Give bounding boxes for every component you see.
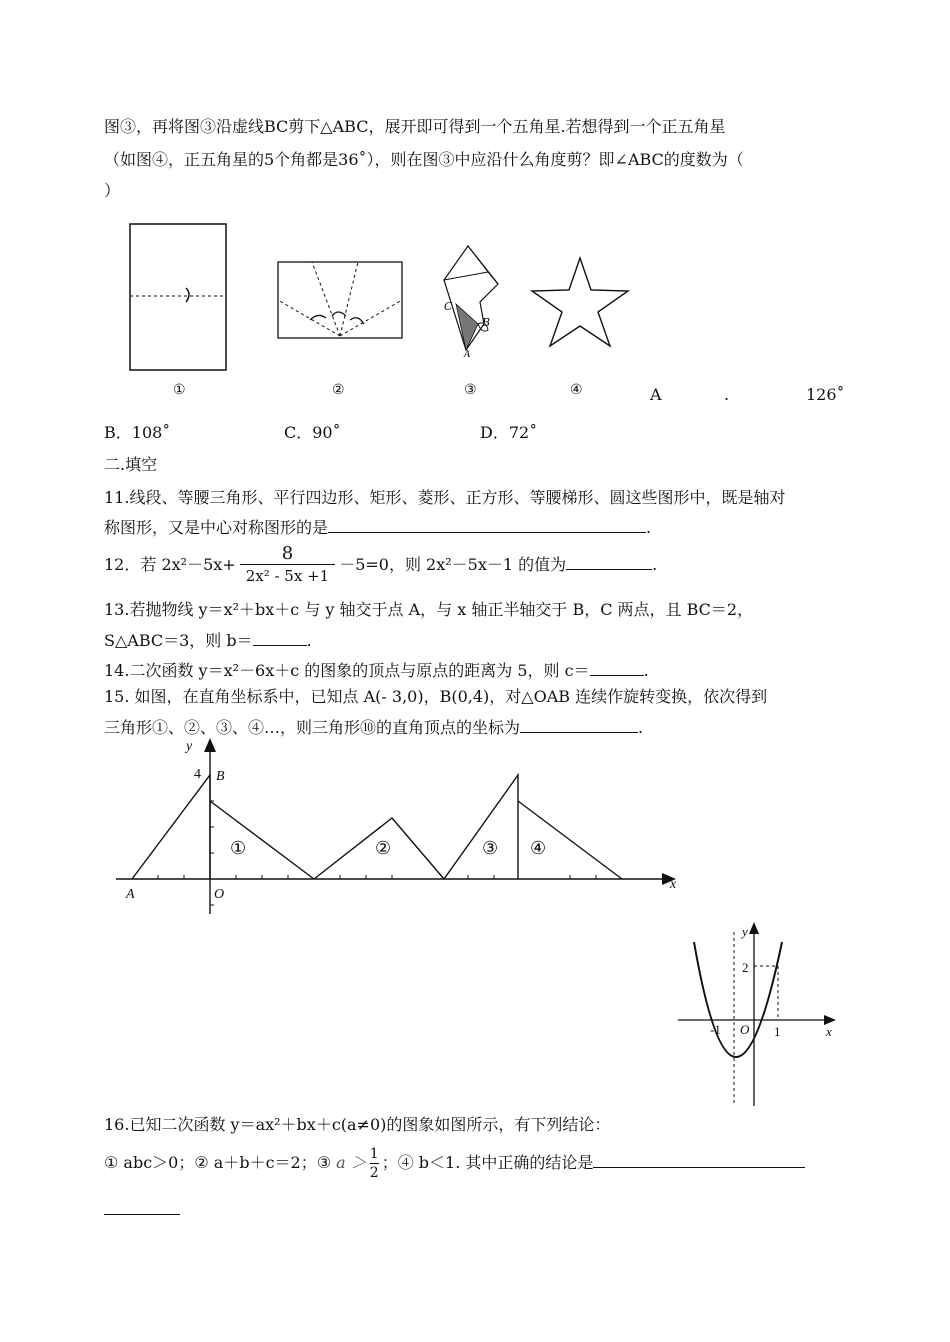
fig-label-4: ④ <box>570 382 583 398</box>
section-title: 二.填空 <box>104 455 158 474</box>
q10-line-1: 图③，再将图③沿虚线BC剪下△ABC，展开即可得到一个五角星.若想得到一个正五角星 <box>104 117 726 136</box>
q15-tick-4: 4 <box>194 767 201 782</box>
fig3-point-a: A <box>464 350 471 360</box>
q16-frac-lhs: a ＞ <box>336 1153 367 1172</box>
q15-line-2 <box>104 716 643 739</box>
q16-y-label: y <box>742 924 748 939</box>
q11-answer-blank[interactable] <box>328 516 646 533</box>
option-c: C．90˚ <box>284 423 341 442</box>
q12-end: . <box>652 555 658 574</box>
q15-point-b: B <box>216 769 225 784</box>
q15-end: . <box>638 718 644 737</box>
fig3-point-b: B <box>482 316 491 329</box>
q12-denominator: 2x² - 5x +1 <box>240 564 336 587</box>
q16-conclusions-2: ；④ b＜1. 其中正确的结论是 <box>381 1153 594 1172</box>
q10-line-3: ） <box>104 181 121 200</box>
q11-line-2 <box>104 516 651 539</box>
q16-x-label: x <box>826 1024 832 1039</box>
q16-conclusions-1: ① abc＞0；② a＋b＋c＝2；③ <box>104 1153 337 1172</box>
q16-answer-blank-cont[interactable] <box>104 1198 180 1215</box>
q16-tick-2: 2 <box>742 960 749 975</box>
q15-origin: O <box>214 887 225 902</box>
option-a-value: 126˚ <box>806 385 845 404</box>
fig4-star <box>528 256 632 348</box>
q16-denominator: 2 <box>369 1165 379 1181</box>
fig-label-2: ② <box>332 382 345 398</box>
q12-answer-blank[interactable] <box>566 553 652 570</box>
q16-line-1: 16.已知二次函数 y＝ax²＋bx＋c(a≠0)的图象如图所示，有下列结论： <box>104 1115 611 1134</box>
q15-tri-1: ① <box>230 838 247 858</box>
q12-fraction <box>240 544 336 587</box>
q15-tri-2: ② <box>375 838 392 858</box>
q12-post: －5=0，则 2x²－5x－1 的值为 <box>339 555 567 574</box>
fig3-point-c: C <box>444 300 453 313</box>
q16-graph <box>676 920 838 1110</box>
fig1-paper <box>128 222 228 372</box>
q16-tick-minus1: -1 <box>710 1022 721 1037</box>
q16-origin: O <box>740 1022 750 1037</box>
fig-label-3: ③ <box>464 382 477 398</box>
q14-end: . <box>643 661 649 680</box>
option-d: D．72˚ <box>480 423 538 442</box>
q13-text: S△ABC＝3，则 b＝ <box>104 631 253 650</box>
q14-text: 14.二次函数 y＝x²－6x＋c 的图象的顶点与原点的距离为 5，则 c＝ <box>104 661 590 680</box>
fig-label-1: ① <box>173 382 186 398</box>
q15-tri-3: ③ <box>482 838 499 858</box>
q15-x-label: x <box>670 877 677 892</box>
q12-line <box>104 540 657 590</box>
q15-line-1: 15. 如图，在直角坐标系中，已知点 A(- 3,0)，B(0,4)，对△OAB 连续作旋转变换，依次得到 <box>104 687 768 706</box>
q14-line <box>104 659 649 682</box>
q15-answer-blank[interactable] <box>520 716 638 733</box>
q16-answer-blank[interactable] <box>593 1151 805 1168</box>
q16-numerator: 1 <box>369 1146 379 1162</box>
q16-tick-1: 1 <box>774 1024 781 1039</box>
option-a-letter: A <box>650 385 662 404</box>
q15-graph <box>110 738 710 920</box>
q15-point-a: A <box>126 887 135 902</box>
option-b: B．108˚ <box>104 423 171 442</box>
q16-line-2 <box>104 1140 805 1186</box>
q13-line-2 <box>104 629 312 652</box>
q11-end: . <box>646 518 652 537</box>
q12-numerator: 8 <box>281 543 294 564</box>
q11-text: 称图形，又是中心对称图形的是 <box>104 518 329 537</box>
q13-end: . <box>306 631 312 650</box>
q10-line-2: （如图④，正五角星的5个角都是36˚），则在图③中应沿什么角度剪？即∠ABC的度数为（ <box>104 150 744 169</box>
fig2-folding <box>276 260 406 340</box>
q15-y-label: y <box>186 739 193 754</box>
option-a-dot: . <box>724 385 730 404</box>
q11-line-1: 11.线段、等腰三角形、平行四边形、矩形、菱形、正方形、等腰梯形、圆这些图形中，既是轴对 <box>104 488 786 507</box>
q13-answer-blank[interactable] <box>253 629 307 646</box>
q15-text: 三角形①、②、③、④…，则三角形⑩的直角顶点的坐标为 <box>104 718 521 737</box>
q15-tri-4: ④ <box>530 838 547 858</box>
q12-pre: 12．若 2x²－5x+ <box>104 555 236 574</box>
q13-line-1: 13.若抛物线 y＝x²＋bx＋c 与 y 轴交于点 A，与 x 轴正半轴交于 B，C 两点，且 BC＝2， <box>104 600 754 619</box>
q16-fraction <box>370 1145 379 1182</box>
q14-answer-blank[interactable] <box>590 659 644 676</box>
